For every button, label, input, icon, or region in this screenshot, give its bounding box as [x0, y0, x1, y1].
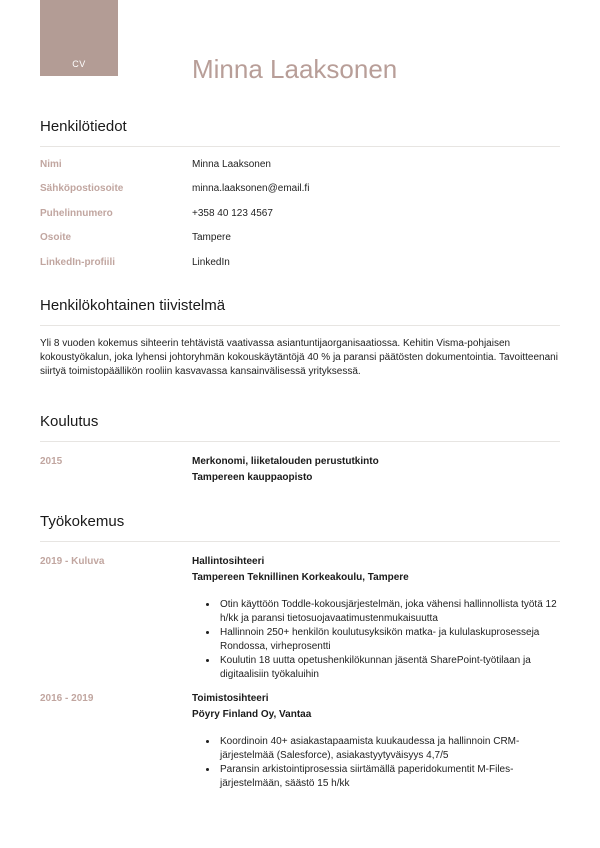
- field-value: LinkedIn: [192, 256, 230, 268]
- section-experience: [40, 513, 560, 791]
- section-heading-personal: Henkilötiedot: [40, 118, 560, 147]
- page-title: Minna Laaksonen: [192, 54, 398, 84]
- experience-entry: [40, 554, 560, 682]
- job-bullet: • Koulutin 18 uutta opetushenkilökunnan jäsentä SharePoint-työtilaan ja digitaalisiin työkaluihin: [218, 654, 560, 682]
- entry-content: [192, 691, 560, 791]
- summary-text: Yli 8 vuoden kokemus sihteerin tehtävistä vaativassa asiantuntijaorganisaatiossa. Kehitin Visma-pohjaisen kokoustyökalun, joka lyhensi johtoryhmän kokouskäytäntöjä 40 % ja paransi päätösten dokumentointia. Tavoitteenani siirtyä toimistopäällikön rooliin kasvavassa kansainvälisessä yrityksessä.: [40, 337, 558, 377]
- field-label: Sähköpostiosoite: [40, 183, 124, 194]
- header: [40, 0, 560, 84]
- entry-period: 2019 - Kuluva: [40, 555, 105, 567]
- field-value: Minna Laaksonen: [192, 158, 271, 170]
- section-summary: [40, 297, 560, 379]
- entry-period: 2015: [40, 455, 63, 467]
- cv-badge: [40, 0, 118, 76]
- info-row-address: [40, 231, 560, 245]
- job-organization: Tampereen Teknillinen Korkeakoulu, Tampere: [192, 571, 409, 583]
- job-title: Hallintosihteeri: [192, 555, 265, 567]
- section-heading-summary: Henkilökohtainen tiivistelmä: [40, 297, 560, 326]
- job-bullet: • Hallinnoin 250+ henkilön koulutusyksikön matka- ja kululaskuprosesseja Rondossa, virheprosentti: [218, 626, 560, 654]
- personal-fields: [40, 158, 560, 270]
- info-row-email: [40, 182, 560, 196]
- degree-title: Merkonomi, liiketalouden perustutkinto: [192, 455, 379, 467]
- job-bullet: • Paransin arkistointiprosessia siirtämällä paperidokumentit M-Files-järjestelmään, säästö 15 h/kk: [218, 763, 560, 791]
- entry-period: 2016 - 2019: [40, 692, 94, 704]
- section-heading-experience: Työkokemus: [40, 513, 560, 542]
- field-value: Tampere: [192, 232, 231, 243]
- job-bullet: • Otin käyttöön Toddle-kokousjärjestelmän, joka vähensi hallinnollista työtä 12 h/kk ja paransi tietosuojavaatimustenmukaisuutta: [218, 598, 560, 626]
- school-name: Tampereen kauppaopisto: [192, 471, 313, 483]
- field-label: Osoite: [40, 232, 72, 243]
- field-label: Puhelinnumero: [40, 207, 113, 219]
- info-row-linkedin: [40, 256, 560, 270]
- education-entry: [40, 454, 560, 486]
- entry-content: [192, 454, 560, 486]
- job-title: Toimistosihteeri: [192, 692, 269, 704]
- field-label: LinkedIn-profiili: [40, 256, 115, 268]
- section-heading-education: Koulutus: [40, 413, 560, 442]
- entry-content: [192, 554, 560, 682]
- job-bullets: [192, 598, 560, 682]
- field-label: Nimi: [40, 158, 62, 170]
- section-education: [40, 413, 560, 486]
- job-organization: Pöyry Finland Oy, Vantaa: [192, 708, 312, 720]
- job-bullet: • Koordinoin 40+ asiakastapaamista kuukaudessa ja hallinnoin CRM-järjestelmää (Salesforce), asiakastyytyväisyys 4,7/5: [218, 735, 560, 763]
- cv-badge-label: CV: [72, 59, 86, 69]
- info-row-phone: [40, 207, 560, 221]
- field-value: minna.laaksonen@email.fi: [192, 183, 310, 194]
- field-value: +358 40 123 4567: [192, 207, 273, 219]
- info-row-name: [40, 158, 560, 172]
- section-personal: [40, 118, 560, 270]
- job-bullets: [192, 735, 560, 791]
- experience-entry: [40, 691, 560, 791]
